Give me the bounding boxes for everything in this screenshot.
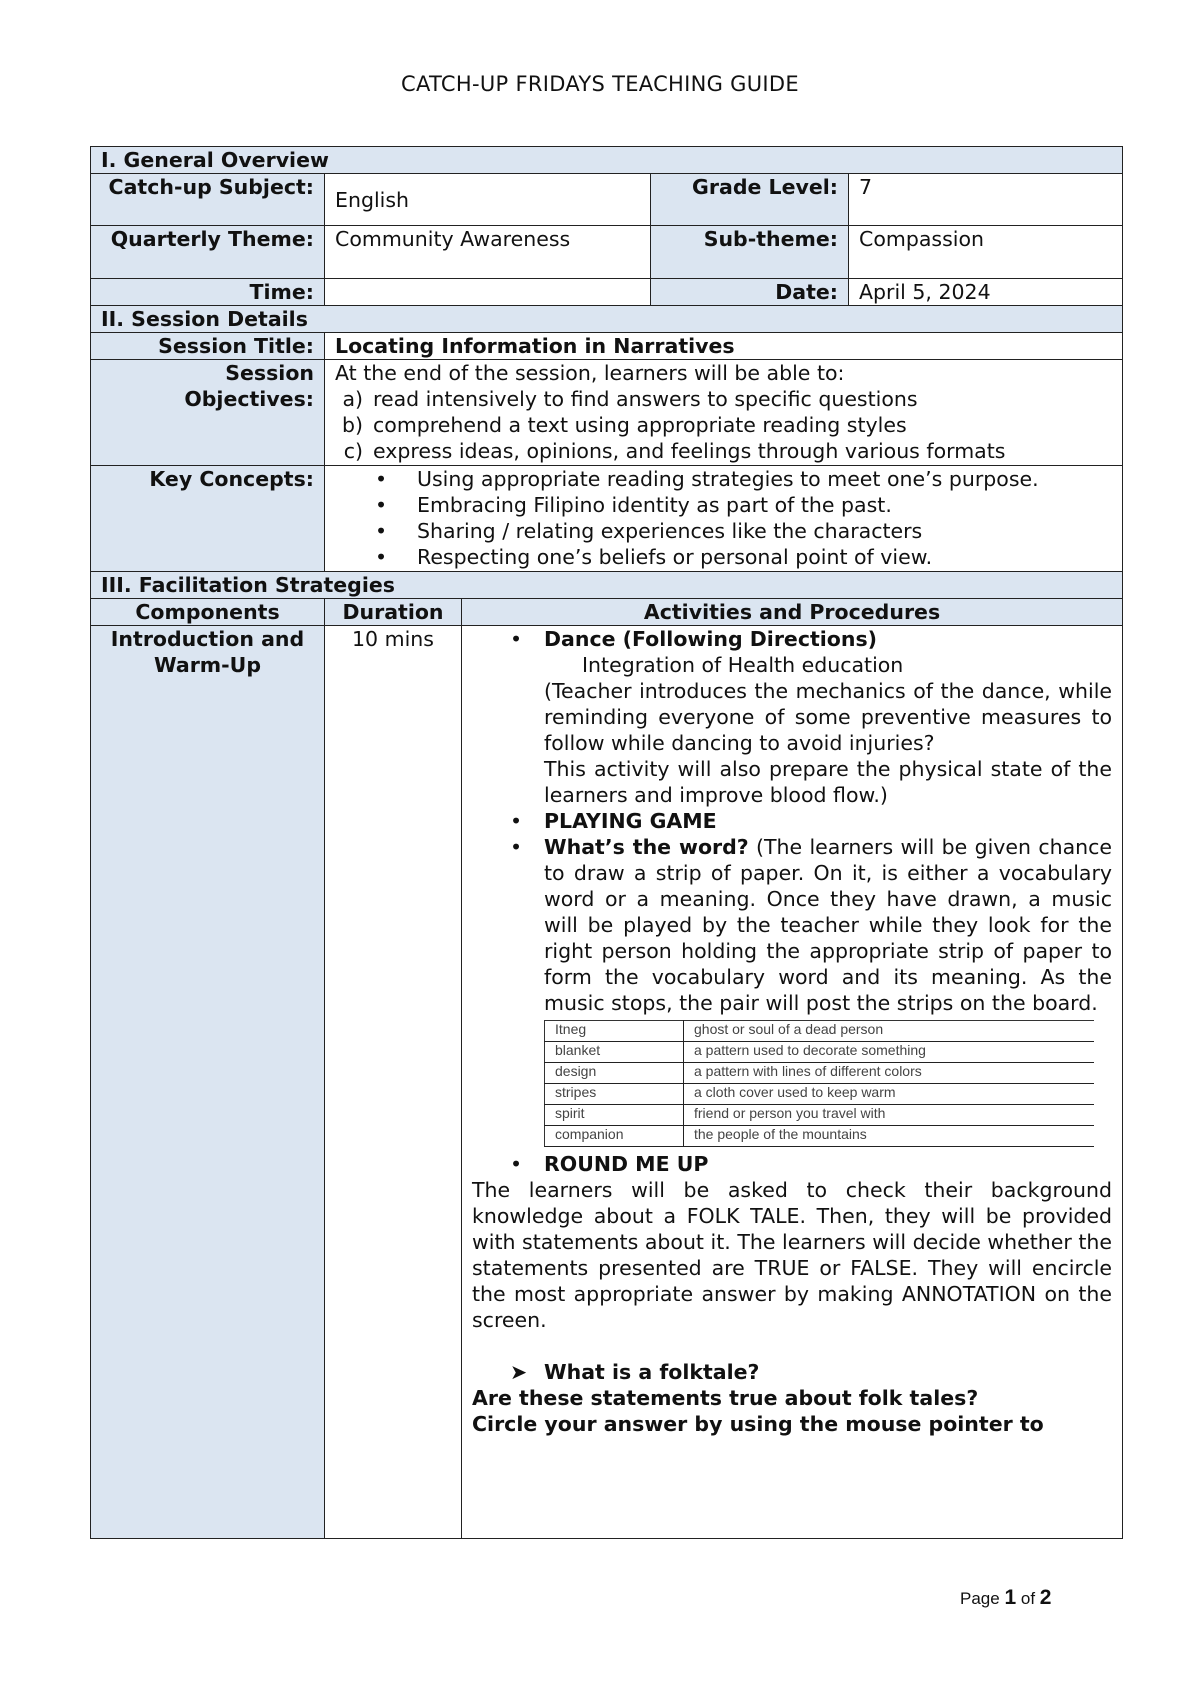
component-cell: Introduction and Warm-Up [91, 626, 325, 1539]
list-item: c) express ideas, opinions, and feelings through various formats [343, 439, 1006, 463]
key-concepts-label: Key Concepts: [91, 466, 325, 572]
bullet-icon: • [375, 519, 388, 543]
col-duration: Duration [325, 599, 462, 626]
round-title: ROUND ME UP [544, 1152, 709, 1176]
teaching-guide-table [90, 146, 1123, 1539]
col-activities: Activities and Procedures [462, 599, 1123, 626]
session-title-value: Locating Information in Narratives [325, 333, 1123, 360]
page-footer: Page 1 of 2 [960, 1586, 1052, 1609]
statements-question: Are these statements true about folk tales? [472, 1386, 979, 1410]
page-title: CATCH-UP FRIDAYS TEACHING GUIDE [401, 72, 799, 96]
date-value: April 5, 2024 [849, 279, 1123, 306]
list-item [472, 1151, 1112, 1177]
grade-value: 7 [849, 174, 1123, 226]
game-title: PLAYING GAME [544, 809, 717, 833]
subtheme-value: Compassion [849, 226, 1123, 279]
objectives-label: Session Objectives: [91, 360, 325, 466]
folktale-question: ➤ What is a folktale? [510, 1360, 760, 1384]
time-label: Time: [91, 279, 325, 306]
list-item: • Embracing Filipino identity as part of the past. [375, 493, 892, 517]
bullet-icon: • [510, 809, 523, 833]
list-item: • Respecting one’s beliefs or personal point of view. [375, 545, 933, 569]
objectives-list [335, 386, 1112, 464]
grade-label: Grade Level: [651, 174, 849, 226]
bullet-icon: • [375, 467, 388, 491]
table-row: Itneg ghost or soul of a dead person [545, 1021, 1095, 1042]
circle-instruction: Circle your answer by using the mouse pointer to [472, 1412, 1044, 1436]
key-concepts-list [335, 466, 1112, 570]
theme-value: Community Awareness [325, 226, 651, 279]
round-desc: The learners will be asked to check their background knowledge about a FOLK TALE. Then, they will be provided with statements about it. The learners will decide whether the statements presented are TRUE or FALSE. They will encircle the most appropriate answer by making ANNOTATION on the screen. [472, 1178, 1113, 1332]
table-row: companion the people of the mountains [545, 1126, 1095, 1147]
subtheme-label: Sub-theme: [651, 226, 849, 279]
table-row: blanket a pattern used to decorate something [545, 1042, 1095, 1063]
subject-label: Catch-up Subject: [91, 174, 325, 226]
vocab-table [544, 1020, 1094, 1147]
table-row: design a pattern with lines of different colors [545, 1063, 1095, 1084]
duration-cell: 10 mins [325, 626, 462, 1539]
bullet-icon: • [510, 1152, 523, 1176]
list-item: • Sharing / relating experiences like the characters [375, 519, 923, 543]
list-item: a) read intensively to find answers to specific questions [342, 387, 918, 411]
section-facilitation: III. Facilitation Strategies [91, 572, 1123, 599]
list-item: • Using appropriate reading strategies to meet one’s purpose. [375, 467, 1039, 491]
objectives-cell [325, 360, 1123, 466]
list-item [472, 834, 1112, 1016]
section-general-overview: I. General Overview [91, 147, 1123, 174]
section-session-details: II. Session Details [91, 306, 1123, 333]
dance-integration: Integration of Health education [582, 653, 904, 677]
list-item [472, 626, 1112, 652]
bullet-icon: • [375, 545, 388, 569]
bullet-icon: • [510, 835, 523, 859]
objectives-intro: At the end of the session, learners will be able to: [335, 361, 845, 385]
bullet-icon: • [375, 493, 388, 517]
dance-title: Dance (Following Directions) [544, 627, 878, 651]
dance-desc: (Teacher introduces the mechanics of the dance, while reminding everyone of some preventive measures to follow while dancing to avoid injuries? [544, 679, 1113, 755]
bullet-icon: • [510, 627, 523, 651]
activities-list [472, 626, 1112, 652]
dance-desc-2: This activity will also prepare the physical state of the learners and improve blood flow.) [544, 757, 1113, 807]
key-concepts-cell [325, 466, 1123, 572]
list-item [472, 808, 1112, 834]
table-row: stripes a cloth cover used to keep warm [545, 1084, 1095, 1105]
word-title: What’s the word? [544, 835, 749, 859]
theme-label: Quarterly Theme: [91, 226, 325, 279]
arrow-right-icon: ➤ [510, 1360, 528, 1384]
time-value [325, 279, 651, 306]
session-title-label: Session Title: [91, 333, 325, 360]
subject-value: English [325, 174, 651, 226]
list-item: b) comprehend a text using appropriate reading styles [341, 413, 907, 437]
activities-cell [462, 626, 1123, 1539]
col-components: Components [91, 599, 325, 626]
table-row: spirit friend or person you travel with [545, 1105, 1095, 1126]
date-label: Date: [651, 279, 849, 306]
word-desc: (The learners will be given chance to draw a strip of paper. On it, is either a vocabulary word or a meaning. Once they have drawn, a music will be played by the teacher while they look for the right person holding the appropriate strip of paper to form the vocabulary word and its meaning. As the music stops, the pair will post the strips on the board. [544, 835, 1113, 1015]
